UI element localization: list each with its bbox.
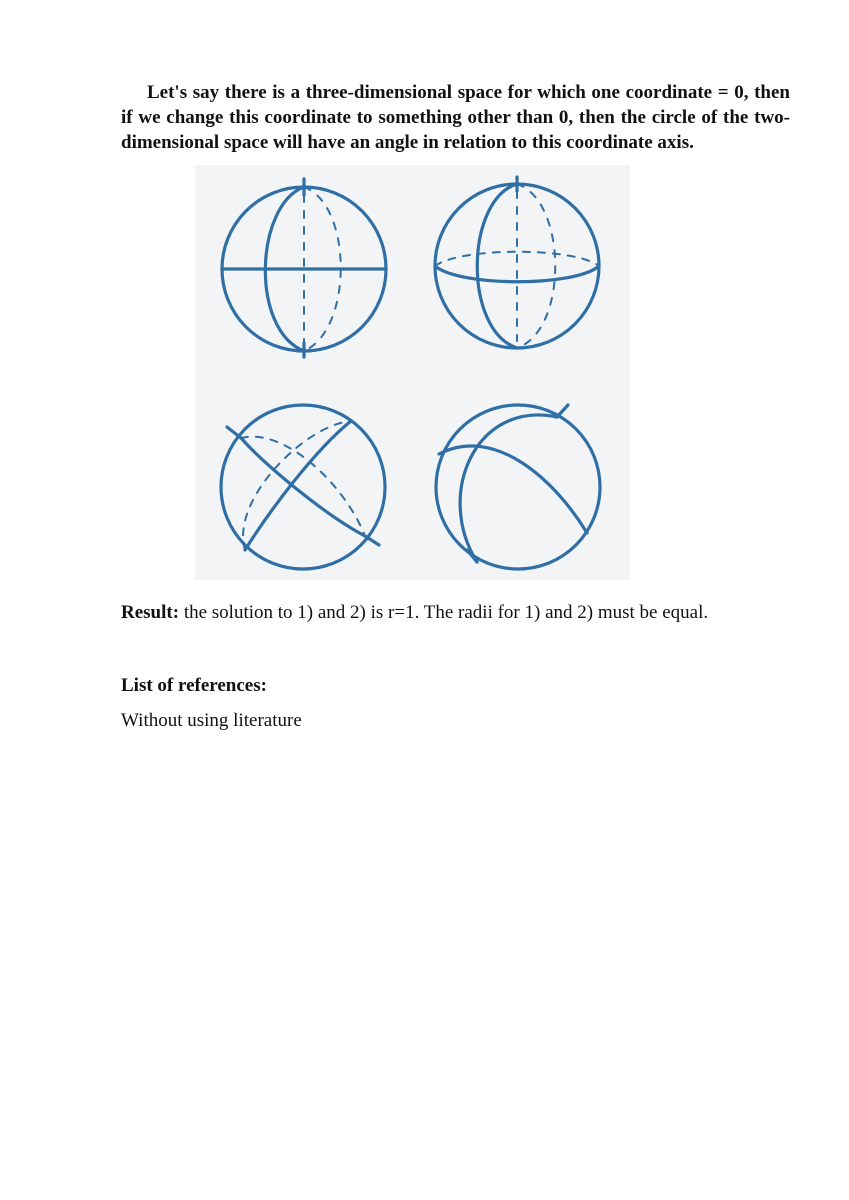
spheres-illustration (195, 165, 630, 580)
sphere-vertical-meridian (222, 179, 386, 357)
sphere-tilted-axis (436, 405, 600, 569)
intro-paragraph: Let's say there is a three-dimensional space for which one coordinate = 0, then if we change this coordinate to something other than 0, then the circle of the two-dimensional space will have an angle in relation to this coordinate axis. (121, 82, 790, 153)
sphere-equator-and-meridian (435, 177, 599, 348)
result-paragraph (121, 600, 801, 625)
sphere-crossed-tilted-circles (221, 405, 385, 569)
references-body: Without using literature (121, 710, 302, 731)
references-heading: List of references: (121, 675, 267, 696)
spheres-figure (195, 165, 630, 580)
result-label: Result: (121, 602, 180, 623)
result-text: the solution to 1) and 2) is r=1. The radii for 1) and 2) must be equal. (179, 602, 709, 623)
